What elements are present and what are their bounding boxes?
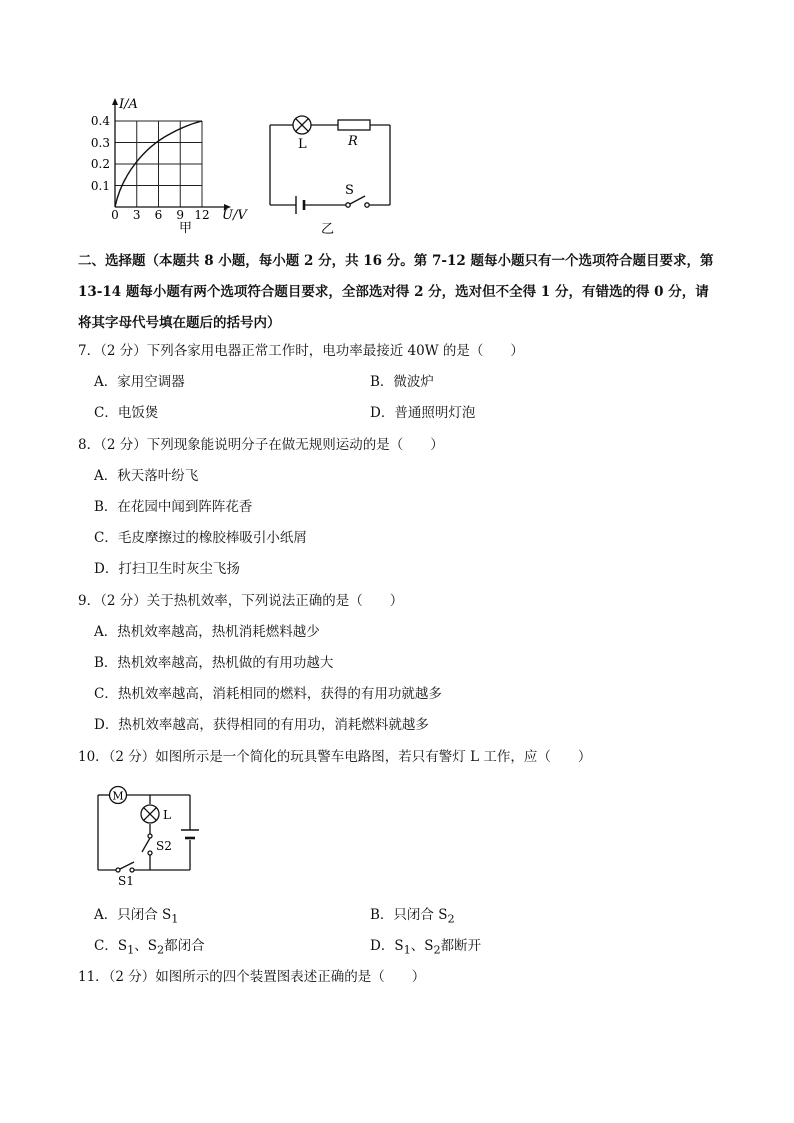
q10-option-d[interactable] (370, 937, 481, 960)
motor-label: M (112, 789, 124, 803)
q10-option-d-text: D．S (370, 938, 404, 954)
question-7-stem: 7．（2 分）下列各家用电器正常工作时，电功率最接近 40W 的是（ ） (78, 343, 524, 359)
q9-option-b[interactable]: B．热机效率越高，热机做的有用功越大 (94, 655, 334, 671)
x-tick-label: 12 (194, 208, 210, 222)
y-tick-label: 0.4 (90, 114, 110, 128)
circuit-yi (262, 105, 402, 237)
figure-caption-jia: 甲 (179, 221, 193, 235)
q10-option-a[interactable] (94, 906, 178, 929)
question-9-stem: 9．（2 分）关于热机效率，下列说法正确的是（ ） (78, 593, 404, 609)
switch-s1-label: S1 (118, 874, 134, 888)
q7-option-b[interactable]: B．微波炉 (370, 374, 434, 390)
q8-option-d[interactable]: D．打扫卫生时灰尘飞扬 (94, 561, 240, 577)
q7-option-d[interactable]: D．普通照明灯泡 (370, 405, 476, 421)
switch-s2-icon (142, 834, 152, 855)
switch-label: S (345, 183, 354, 198)
iu-graph (86, 95, 256, 235)
q9-option-d[interactable]: D．热机效率越高，获得相同的有用功，消耗燃料就越多 (94, 717, 429, 733)
q9-option-a[interactable]: A．热机效率越高，热机消耗燃料越少 (94, 624, 320, 640)
subscript: 2 (447, 912, 455, 926)
q10-option-b-text: B．只闭合 S (370, 907, 448, 923)
q10-option-d-text: 都断开 (440, 938, 482, 954)
q9-option-c[interactable]: C．热机效率越高，消耗相同的燃料，获得的有用功就越多 (94, 686, 442, 702)
x-axis-label: U/V (222, 208, 247, 223)
y-tick-label: 0.2 (90, 157, 110, 171)
section-heading: 二、选择题（本题共 8 小题，每小题 2 分，共 16 分。第 7-12 题每小题只有一个选项符合题目要求，第 13-14 题每小题有两个选项符合题目要求，全部选对得 2 分，选对但不全得 1 分，有错选的得 0 分，请将其字母代号填在题后的括号内） (78, 253, 714, 331)
battery-icon (296, 196, 304, 214)
q10-option-c-text: 都闭合 (164, 938, 205, 954)
question-11-stem: 11．（2 分）如图所示的四个装置图表述正确的是（ ） (78, 969, 426, 985)
lamp-icon (293, 116, 311, 134)
x-tick-label: 9 (176, 208, 185, 222)
switch-s2-label: S2 (156, 839, 172, 853)
graph-grid (115, 121, 202, 207)
subscript: 1 (403, 943, 411, 957)
motor-icon (110, 787, 127, 804)
y-axis-arrow (112, 98, 118, 105)
x-tick-label: 6 (154, 208, 163, 222)
q8-option-a[interactable]: A．秋天落叶纷飞 (94, 468, 199, 484)
subscript: 1 (127, 943, 135, 957)
figure-caption-yi: 乙 (321, 222, 335, 237)
y-tick-label: 0.3 (90, 136, 110, 150)
resistor-label: R (348, 134, 358, 149)
lamp-label: L (163, 808, 171, 822)
x-tick-label: 3 (132, 208, 141, 222)
y-axis-label: I/A (119, 97, 138, 112)
q7-option-a[interactable]: A．家用空调器 (94, 374, 185, 390)
q10-option-c-text: C．S (94, 938, 128, 954)
q10-option-a-text: A．只闭合 S (94, 907, 172, 923)
subscript: 2 (157, 943, 165, 957)
q10-option-d-text: 、S (410, 938, 434, 954)
q10-option-c-text: 、S (134, 938, 157, 954)
y-tick-label: 0.1 (90, 179, 110, 193)
question-8-stem: 8．（2 分）下列现象能说明分子在做无规则运动的是（ ） (78, 437, 444, 453)
x-tick-label: 0 (111, 208, 119, 222)
q10-option-c[interactable] (94, 937, 205, 960)
subscript: 2 (433, 943, 441, 957)
lamp-label: L (298, 137, 307, 152)
q10-option-b[interactable] (370, 906, 455, 929)
q8-option-b[interactable]: B．在花园中闻到阵阵花香 (94, 499, 253, 515)
question-10-stem: 10．（2 分）如图所示是一个简化的玩具警车电路图，若只有警灯 L 工作，应（ ） (78, 749, 592, 765)
subscript: 1 (171, 912, 179, 926)
battery-icon (181, 830, 199, 838)
circuit-q10 (90, 780, 210, 890)
switch-s1-icon (116, 862, 134, 872)
resistor-icon (338, 120, 370, 130)
lamp-icon (141, 805, 159, 823)
q7-option-c[interactable]: C．电饭煲 (94, 405, 159, 421)
q8-option-c[interactable]: C．毛皮摩擦过的橡胶棒吸引小纸屑 (94, 530, 307, 546)
